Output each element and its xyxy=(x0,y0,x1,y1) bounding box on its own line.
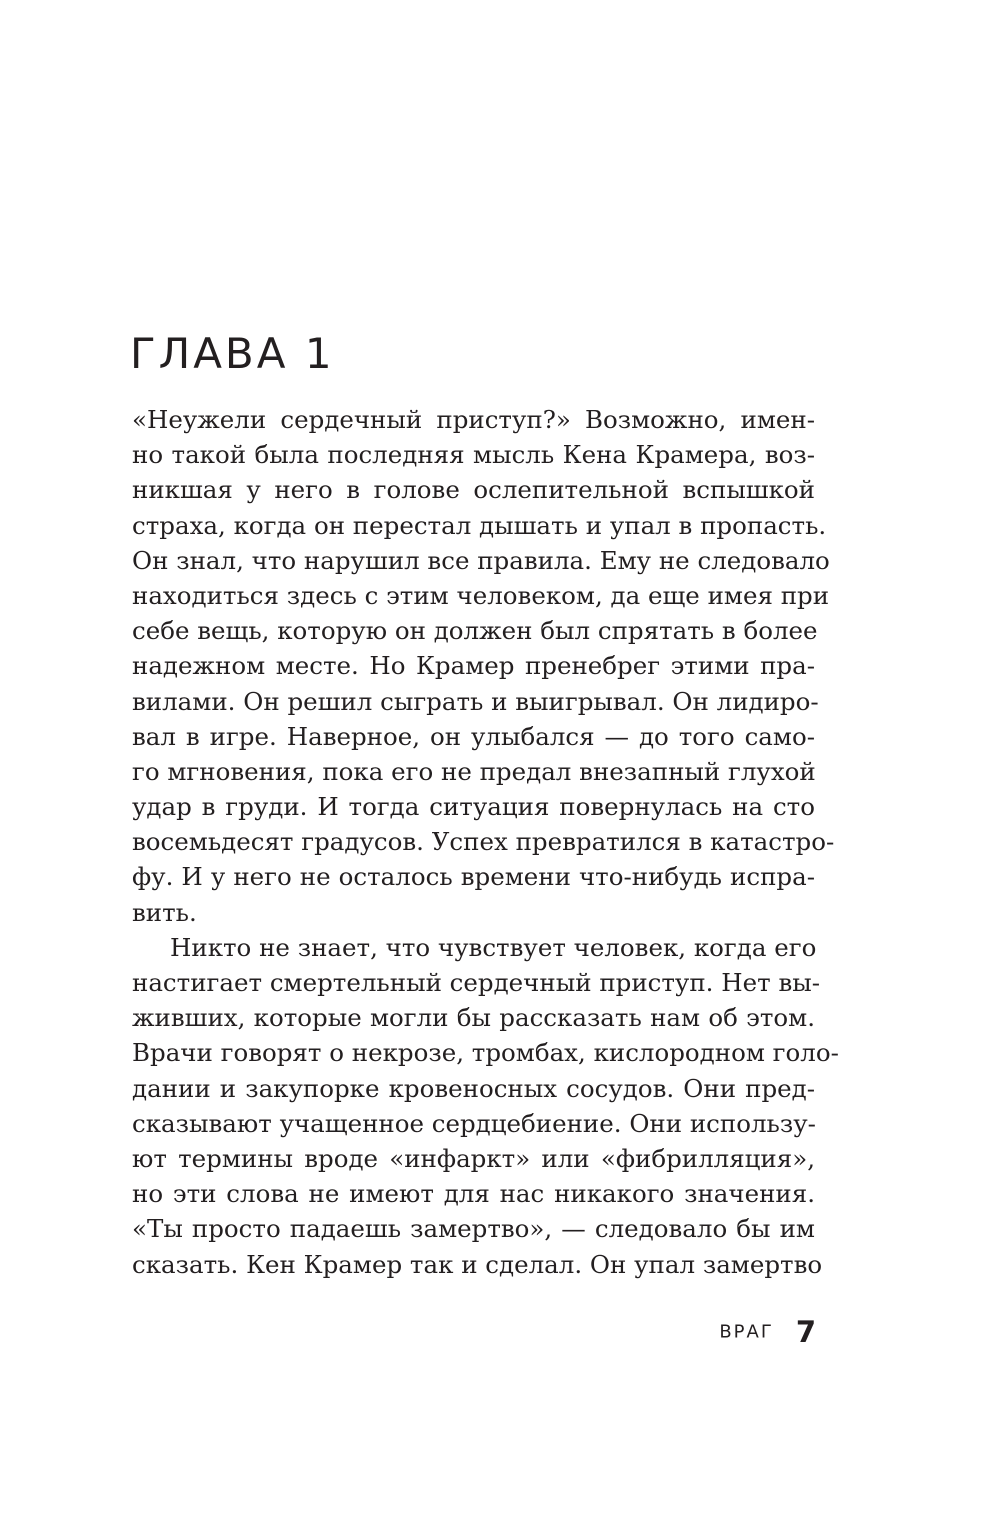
text-line: восемьдесят градусов. Успех превратился в катастро- xyxy=(132,827,835,857)
body-text xyxy=(132,402,839,1282)
text-line: сказать. Кен Крамер так и сделал. Он упал замертво xyxy=(132,1249,823,1279)
text-line: сказывают учащенное сердцебиение. Они использу- xyxy=(132,1108,816,1138)
text-line: настигает смертельный сердечный приступ. Нет вы- xyxy=(132,968,821,997)
text-line: страха, когда он перестал дышать и упал в пропасть. xyxy=(132,510,827,540)
text-line: Он знал, что нарушил все правила. Ему не следовало xyxy=(132,545,830,575)
text-line: Врачи говорят о некрозе, тромбах, кислородном голо- xyxy=(132,1038,839,1068)
text-line: Никто не знает, что чувствует человек, когда его xyxy=(170,932,817,962)
paragraph-1 xyxy=(132,402,835,930)
text-line: го мгновения, пока его не предал внезапный глухой xyxy=(132,756,816,786)
page-footer xyxy=(719,1315,816,1349)
text-line: ют термины вроде «инфаркт» или «фибрилляция», xyxy=(132,1143,815,1173)
chapter-title: ГЛАВА 1 xyxy=(130,329,335,378)
paragraph-2 xyxy=(132,930,839,1282)
text-line: но эти слова не имеют для нас никакого значения. xyxy=(132,1179,815,1209)
running-head: ВРАГ xyxy=(719,1321,774,1343)
text-line: фу. И у него не осталось времени что-нибудь испра- xyxy=(132,862,815,892)
text-line: дании и закупорке кровеносных сосудов. Они пред- xyxy=(132,1073,815,1103)
text-line: никшая у него в голове ослепительной вспышкой xyxy=(132,475,815,505)
text-line: удар в груди. И тогда ситуация повернулась на сто xyxy=(132,792,815,822)
page-number: 7 xyxy=(795,1315,816,1349)
text-line: но такой была последняя мысль Кена Крамера, воз- xyxy=(132,440,815,470)
text-line: вилами. Он решил сыграть и выигрывал. Он лидиро- xyxy=(132,686,819,716)
text-line: «Ты просто падаешь замертво», — следовало бы им xyxy=(132,1214,815,1244)
text-line: вал в игре. Наверное, он улыбался — до того само- xyxy=(132,721,815,751)
text-line: живших, которые могли бы рассказать нам об этом. xyxy=(132,1003,815,1033)
text-line: находиться здесь с этим человеком, да еще имея при xyxy=(132,580,830,610)
text-line: вить. xyxy=(132,897,197,927)
text-line: «Неужели сердечный приступ?» Возможно, имен- xyxy=(132,405,815,434)
text-line: себе вещь, которую он должен был спрятать в более xyxy=(132,616,818,646)
text-line: надежном месте. Но Крамер пренебрег этими пра- xyxy=(132,651,815,681)
